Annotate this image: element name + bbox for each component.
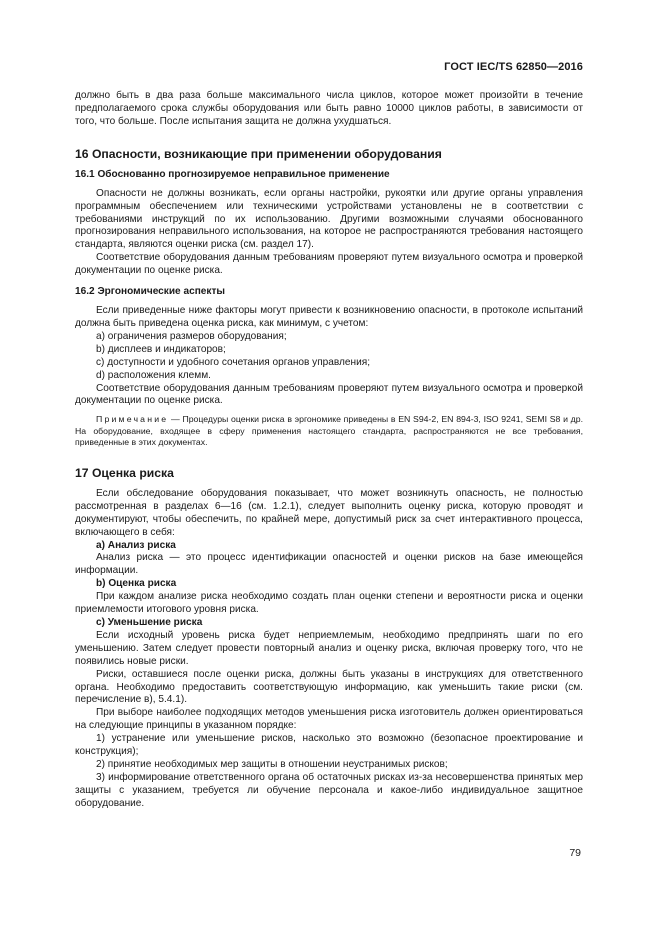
s17-principle-1: 1) устранение или уменьшение рисков, насколько это возможно (безопасное проектирование и конструкция); — [75, 733, 583, 758]
s16-1-paragraph-1: Опасности не должны возникать, если органы настройки, рукоятки или другие органы управления программным обеспечением или техническими устройствами установлены не в соответствии с требованиями инструкций по их использованию. Другими возможными случаями обоснованного прогнозирования неправильного использования, на которое не распространяются требования настоящего стандарта, являются оценки риска (см. раздел 17). — [75, 187, 583, 251]
s16-1-paragraph-2: Соответствие оборудования данным требованиям проверяют путем визуального осмотра и проверкой документации по оценке риска. — [75, 252, 583, 277]
s17-principle-3: 3) информирование ответственного органа об остаточных рисках из-за несовершенства принятых мер защиты с указанием, требуется ли обучение персонала и какое-либо индивидуальное защитное оборудование. — [75, 771, 583, 809]
page-content — [75, 90, 583, 811]
s17-item-a-text: Анализ риска — это процесс идентификации опасностей и оценки рисков на базе имеющейся информации. — [75, 552, 583, 577]
s17-item-b-text: При каждом анализе риска необходимо создать план оценки степени и вероятности риска и оценки приемлемости итогового уровня риска. — [75, 591, 583, 616]
document-header: ГОСТ IEC/TS 62850—2016 — [444, 61, 583, 73]
list-item: b) дисплеев и индикаторов; — [96, 343, 226, 355]
s17-item-c-text: Если исходный уровень риска будет неприемлемым, необходимо предпринять шаги по его уменьшению. Затем следует провести повторный анализ и оценку риска, включая проверку того, что не появились новые риски. — [75, 629, 583, 667]
section-17-title: 17 Оценка риска — [75, 465, 174, 480]
note-label: Примечание — [96, 414, 169, 425]
s16-2-paragraph-1: Если приведенные ниже факторы могут привести к возникновению опасности, в протоколе испытаний должна быть приведена оценка риска, как минимум, с учетом: — [75, 305, 583, 329]
list-item: a) ограничения размеров оборудования; — [96, 330, 287, 342]
s17-paragraph-3: При выборе наиболее подходящих методов уменьшения риска изготовитель должен ориентироваться на следующие принципы в указанном порядке: — [75, 707, 583, 732]
subsection-16-1-title: 16.1 Обоснованно прогнозируемое неправильное применение — [75, 168, 390, 180]
s17-item-b-heading: b) Оценка риска — [96, 578, 177, 590]
list-item: d) расположения клемм. — [96, 369, 211, 381]
note — [75, 414, 583, 448]
note-text: — Процедуры оценки риска в эргономике приведены в EN S94-2, EN 894-3, ISO 9241, SEMI S8 и др. На оборудование, входящее в сферу применения настоящего стандарта, распространяются не все требования, приведенные в этих документах. — [75, 414, 583, 447]
s17-principle-2: 2) принятие необходимых мер защиты в отношении неустранимых рисков; — [96, 758, 448, 770]
intro-paragraph: должно быть в два раза больше максимального числа циклов, которое может произойти в течение предполагаемого срока службы оборудования или быть равно 10000 циклов работы, в зависимости от того, что больше. После испытания защита не должна ухудшаться. — [75, 90, 583, 127]
s16-2-paragraph-2: Соответствие оборудования данным требованиям проверяют путем визуального осмотра и проверкой документации по оценке риска. — [75, 382, 583, 407]
page-number: 79 — [569, 847, 581, 859]
s17-item-c-heading: c) Уменьшение риска — [96, 616, 203, 628]
section-16-title: 16 Опасности, возникающие при применении оборудования — [75, 146, 442, 161]
subsection-16-2-title: 16.2 Эргономические аспекты — [75, 286, 226, 298]
s17-item-a-heading: a) Анализ риска — [96, 539, 176, 551]
s17-paragraph-1: Если обследование оборудования показывает, что может возникнуть опасность, не полностью рассмотренная в разделах 6—16 (см. 1.2.1), следует выполнить оценку риска, которую проводят и документируют, чтобы обеспечить, по крайней мере, допустимый риск за счет интерактивного процесса, включающего в себя: — [75, 487, 583, 538]
list-item: c) доступности и удобного сочетания органов управления; — [96, 356, 371, 368]
s17-paragraph-2: Риски, оставшиеся после оценки риска, должны быть указаны в инструкциях для ответственного органа. Необходимо предоставить соответствующую информацию, как уменьшить такие риски (см. перечисление в), 5.4.1). — [75, 668, 583, 706]
